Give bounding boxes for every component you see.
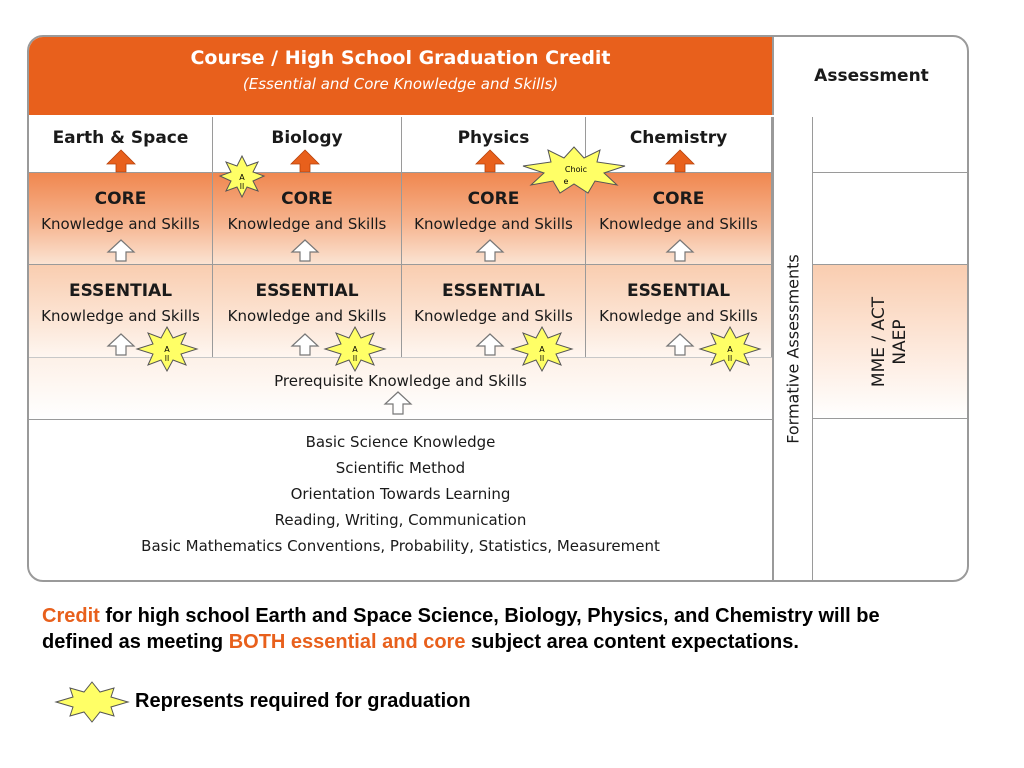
- basic-line: Orientation Towards Learning: [290, 485, 511, 503]
- starburst-label: A: [727, 345, 733, 354]
- core-subtitle: Knowledge and Skills: [41, 215, 200, 233]
- essential-subtitle: Knowledge and Skills: [414, 307, 573, 325]
- starburst-label: A: [539, 345, 545, 354]
- mme-line1: MME / ACT: [869, 296, 889, 387]
- basic-line: Scientific Method: [335, 459, 466, 477]
- arrow-up-hollow: [477, 334, 503, 355]
- header-title: Course / High School Graduation Credit: [190, 47, 611, 69]
- starburst-label: A: [352, 345, 358, 354]
- arrow-up-solid: [291, 150, 319, 172]
- starburst-label: e: [563, 177, 569, 186]
- legend-text: Represents required for graduation: [135, 690, 471, 712]
- basic-line: Basic Mathematics Conventions, Probability, Statistics, Measurement: [141, 537, 660, 555]
- core-subtitle: Knowledge and Skills: [599, 215, 758, 233]
- arrow-up-hollow: [292, 334, 318, 355]
- subject-label: Biology: [271, 128, 343, 148]
- essential-title: ESSENTIAL: [68, 281, 173, 301]
- arrow-up-hollow: [108, 240, 134, 261]
- basic-line: Basic Science Knowledge: [305, 433, 496, 451]
- subject-label: Physics: [457, 128, 530, 148]
- essential-subtitle: Knowledge and Skills: [227, 307, 387, 325]
- essential-title: ESSENTIAL: [441, 281, 546, 301]
- core-title: CORE: [94, 189, 147, 209]
- essential-subtitle: Knowledge and Skills: [41, 307, 200, 325]
- arrow-up-solid: [666, 150, 694, 172]
- basic-line: Reading, Writing, Communication: [274, 511, 527, 529]
- starburst-label: ll: [164, 354, 170, 363]
- mme-line2: NAEP: [890, 318, 910, 365]
- arrow-up-hollow: [108, 334, 134, 355]
- core-title: CORE: [281, 189, 333, 209]
- arrow-up-hollow: [667, 334, 693, 355]
- starburst-label: A: [164, 345, 170, 354]
- essential-subtitle: Knowledge and Skills: [599, 307, 758, 325]
- starburst-label: ll: [239, 182, 245, 191]
- arrow-up-hollow: [385, 392, 411, 414]
- core-title: CORE: [652, 189, 705, 209]
- caption-part2: subject area content expectations.: [465, 631, 799, 653]
- formative-label: Formative Assessments: [783, 253, 803, 444]
- core-title: CORE: [467, 189, 520, 209]
- prerequisite-label: Prerequisite Knowledge and Skills: [274, 372, 527, 390]
- essential-title: ESSENTIAL: [626, 281, 731, 301]
- core-subtitle: Knowledge and Skills: [227, 215, 387, 233]
- assessment-header: Assessment: [772, 37, 969, 115]
- starburst-label: ll: [539, 354, 545, 363]
- subject-label: Chemistry: [629, 128, 728, 148]
- core-subtitle: Knowledge and Skills: [414, 215, 573, 233]
- essential-title: ESSENTIAL: [255, 281, 359, 301]
- caption-both: BOTH essential and core: [228, 631, 466, 653]
- caption-part1: for high school Earth and Space Science, Biology, Physics, and Chemistry will be defined as meeting: [42, 605, 880, 653]
- starburst-label: ll: [727, 354, 733, 363]
- starburst-label: Choic: [564, 165, 588, 174]
- caption-credit: Credit: [42, 605, 100, 627]
- arrow-up-hollow: [292, 240, 318, 261]
- header-subtitle: (Essential and Core Knowledge and Skills): [242, 75, 559, 93]
- arrow-up-solid: [476, 150, 504, 172]
- caption-text: [42, 603, 942, 655]
- arrow-up-hollow: [667, 240, 693, 261]
- starburst-label: ll: [352, 354, 358, 363]
- arrow-up-hollow: [477, 240, 503, 261]
- starburst-label: A: [239, 173, 245, 182]
- subject-label: Earth & Space: [52, 128, 189, 148]
- starburst-legend-icon: [56, 682, 128, 722]
- arrow-up-solid: [107, 150, 135, 172]
